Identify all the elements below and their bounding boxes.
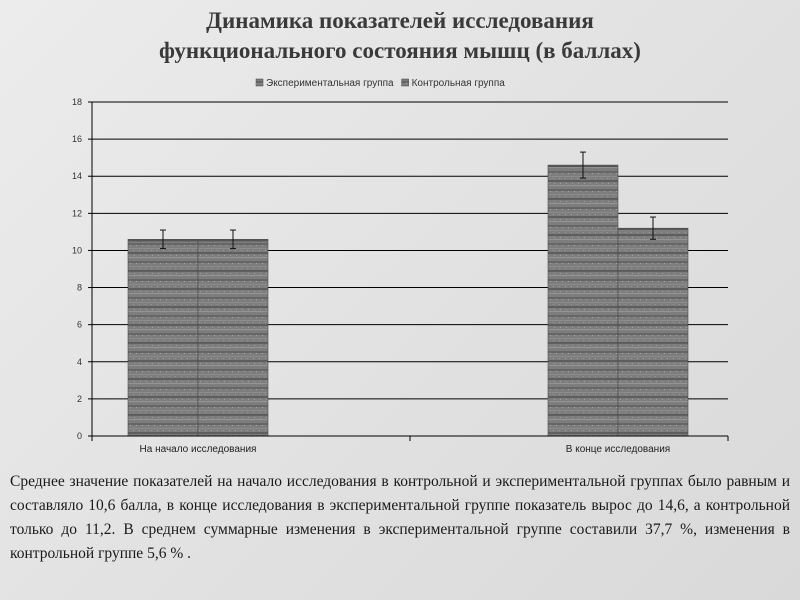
- y-tick-label: 18: [71, 97, 82, 107]
- y-tick-label: 16: [71, 134, 82, 145]
- y-tick-label: 10: [71, 245, 82, 256]
- y-tick-label: 8: [76, 282, 82, 293]
- legend-label: Экспериментальная группа: [266, 78, 394, 89]
- y-tick-label: 14: [71, 171, 82, 182]
- y-tick-label: 2: [76, 393, 82, 404]
- x-tick-label: На начало исследования: [139, 444, 257, 455]
- legend-swatch: [256, 79, 263, 86]
- bar: [618, 228, 688, 436]
- title-line-2: функционального состояния мышц (в баллах): [159, 38, 641, 63]
- bar: [198, 239, 268, 436]
- chart-bars: [128, 165, 688, 436]
- bar-chart: [0, 72, 800, 467]
- x-tick-label: В конце исследования: [565, 444, 671, 455]
- bar: [128, 239, 198, 436]
- title-line-1: Динамика показателей исследования: [206, 8, 594, 33]
- page-title: [0, 6, 800, 66]
- bar: [548, 165, 618, 436]
- y-tick-label: 0: [76, 431, 82, 441]
- legend-swatch: [402, 79, 409, 86]
- legend-label: Контрольная группа: [411, 78, 505, 89]
- description-text: Среднее значение показателей на начало исследования в контрольной и экспериментальной группах было равным и составляло 10,6 балла, в конце исследования в экспериментальной группе показатель вырос до 14,6, а контрольной только до 11,2. В среднем суммарные изменения в экспериментальной группе составили 37,7 %, изменения в контрольной группе 5,6 % .: [10, 473, 790, 562]
- y-tick-label: 12: [71, 208, 82, 219]
- y-tick-label: 6: [76, 319, 82, 330]
- chart-legend: [256, 78, 505, 89]
- y-tick-label: 4: [76, 356, 82, 367]
